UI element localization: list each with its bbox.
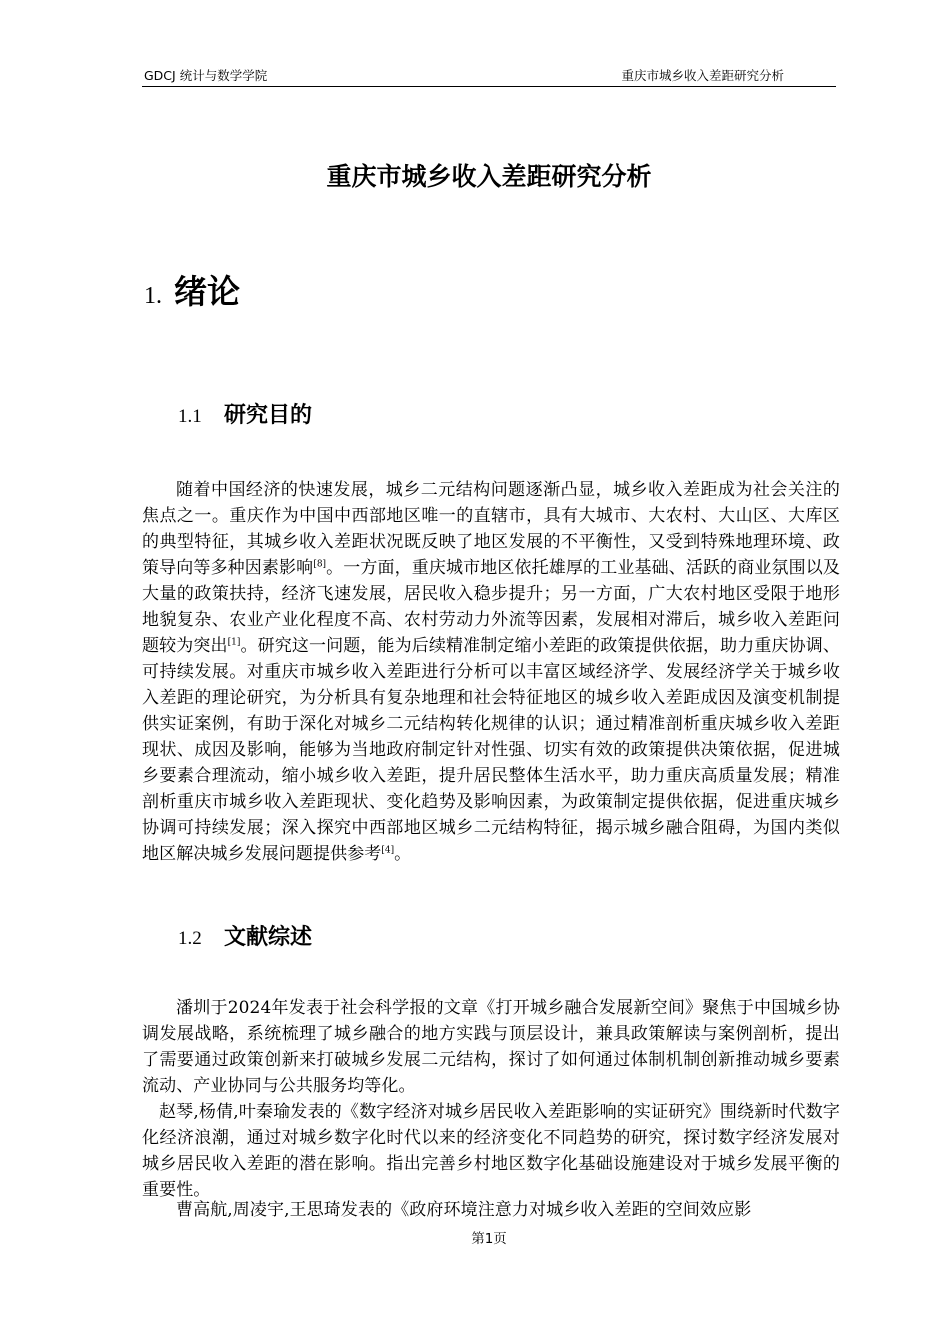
- chapter-title: 绪论: [174, 272, 240, 311]
- header-document-title: 重庆市城乡收入差距研究分析: [621, 68, 784, 83]
- paragraph-text-segment: 。一方面，重庆城市地区依托雄厚的工业基础、活跃的商业氛围以及大量的政策扶持，经济飞速发展，居民收入稳步提升；另一方面，广大农村地区受限于地形地貌复杂、农业产业化程度不高、农村劳动力外流等因素，发展相对滞后，城乡收入差距问题较为突出: [142, 558, 840, 656]
- section-heading-research-purpose: [178, 400, 312, 433]
- section-title: 研究目的: [224, 403, 313, 428]
- citation-ref: [8]: [313, 559, 327, 570]
- citation-ref: [4]: [381, 845, 395, 856]
- paragraph-text-segment: 随着中国经济的快速发展，城乡二元结构问题逐渐凸显，城乡收入差距成为社会关注的焦点之一。重庆作为中国中西部地区唯一的直辖市，具有大城市、大农村、大山区、大库区的典型特征，其城乡收入差距状况既反映了地区发展的不平衡性，又受到特殊地理环境、政策导向等多种因素影响: [142, 480, 840, 578]
- paragraph-text-segment: 。研究这一问题，能为后续精准制定缩小差距的政策提供依据，助力重庆协调、可持续发展。对重庆市城乡收入差距进行分析可以丰富区域经济学、发展经济学关于城乡收入差距的理论研究，为分析具有复杂地理和社会特征地区的城乡收入差距成因及演变机制提供实证案例，有助于深化对城乡二元结构转化规律的认识；通过精准剖析重庆城乡收入差距现状、成因及影响，能够为当地政府制定针对性强、切实有效的政策提供决策依据，促进城乡要素合理流动，缩小城乡收入差距，提升居民整体生活水平，助力重庆高质量发展；精准剖析重庆市城乡收入差距现状、变化趋势及影响因素，为政策制定提供依据，促进重庆城乡协调可持续发展；深入探究中西部地区城乡二元结构特征，揭示城乡融合阻碍，为国内类似地区解决城乡发展问题提供参考: [142, 636, 840, 864]
- running-header: [142, 67, 836, 87]
- section-heading-literature-review: [178, 922, 312, 955]
- page-number: 第1页: [471, 1231, 507, 1247]
- paragraph-research-purpose: [142, 477, 840, 877]
- header-institution: GDCJ 统计与数学学院: [144, 68, 268, 83]
- section-title: 文献综述: [224, 925, 313, 950]
- paragraph-literature-zhao: 赵琴,杨倩,叶秦瑜发表的《数字经济对城乡居民收入差距影响的实证研究》围绕新时代数字化经济浪潮，通过对城乡数字化时代以来的经济变化不同趋势的研究，探讨数字经济发展对城乡居民收入差距的潜在影响。指出完善乡村地区数字化基础设施建设对于城乡发展平衡的重要性。: [142, 1102, 840, 1200]
- section-number: 1.2: [178, 928, 202, 949]
- paragraph-literature-cao: 曹高航,周凌宇,王思琦发表的《政府环境注意力对城乡收入差距的空间效应影: [176, 1200, 752, 1220]
- section-number: 1.1: [178, 406, 202, 427]
- chapter-number: 1.: [144, 283, 162, 309]
- paragraph-literature-pan: 潘圳于2024年发表于社会科学报的文章《打开城乡融合发展新空间》聚焦于中国城乡协调发展战略，系统梳理了城乡融合的地方实践与顶层设计，兼具政策解读与案例剖析，提出了需要通过政策创新来打破城乡发展二元结构，探讨了如何通过体制机制创新推动城乡要素流动、产业协同与公共服务均等化。: [142, 998, 840, 1096]
- paragraph-text-segment: 。: [394, 844, 412, 864]
- document-title: 重庆市城乡收入差距研究分析: [326, 162, 652, 191]
- chapter-heading: [144, 266, 240, 313]
- citation-ref: [1]: [227, 637, 241, 648]
